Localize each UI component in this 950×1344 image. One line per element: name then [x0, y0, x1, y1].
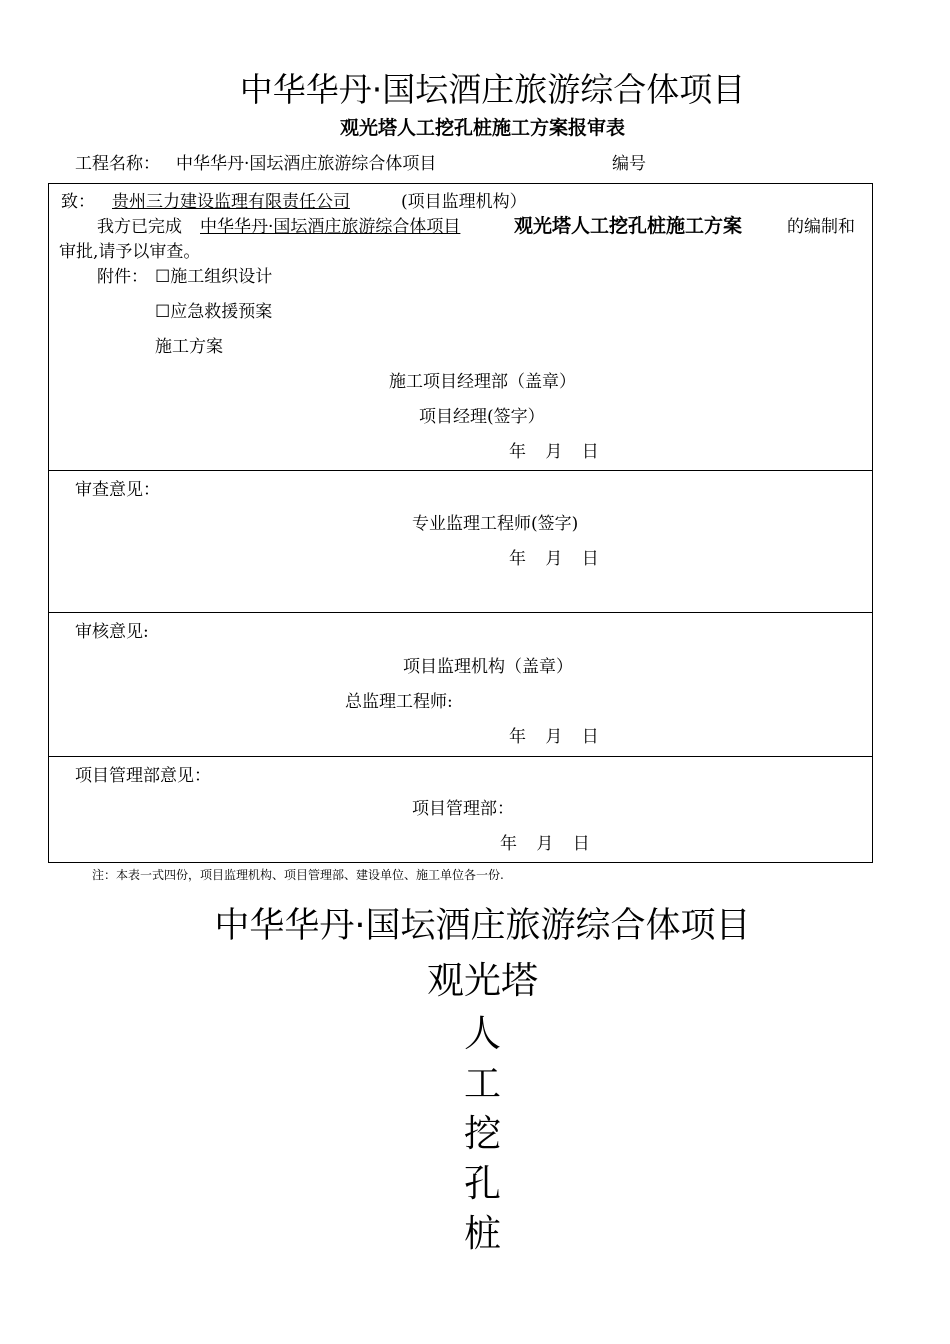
review-form-table: [48, 183, 873, 863]
management-opinion-label: 项目管理部意见：: [75, 766, 211, 786]
section3-date: 年 月 日: [509, 727, 599, 747]
cover-line: 工: [464, 1062, 501, 1105]
chief-engineer-label: 总监理工程师:: [345, 692, 453, 712]
submission-project: 中华华丹·国坛酒庄旅游综合体项目: [200, 217, 461, 237]
divider: [49, 470, 872, 471]
section1-date: 年 月 日: [509, 442, 599, 462]
number-label: 编号: [612, 154, 646, 174]
project-manager-signature: 项目经理(签字）: [419, 407, 545, 427]
cover-line: 挖: [464, 1112, 501, 1155]
supervisor-org-suffix: (项目监理机构）: [401, 192, 527, 212]
submission-plan-name: 观光塔人工挖孔桩施工方案: [514, 215, 743, 237]
engineer-signature: 专业监理工程师(签字): [412, 514, 579, 534]
project-name: 中华华丹·国坛酒庄旅游综合体项目: [176, 154, 437, 174]
footnote: 注：本表一式四份，项目监理机构、项目管理部、建设单位、施工单位各一份.: [92, 868, 504, 882]
main-title: 中华华丹·国坛酒庄旅游综合体项目: [239, 70, 746, 109]
attachments-label: 附件：: [97, 267, 148, 287]
attachment-emergency-plan: ☐应急救援预案: [155, 302, 273, 322]
management-dept-label: 项目管理部：: [412, 799, 514, 819]
divider: [49, 756, 872, 757]
sub-title: 观光塔人工挖孔桩施工方案报审表: [339, 117, 625, 139]
section2-date: 年 月 日: [509, 549, 599, 569]
cover-title: 中华华丹·国坛酒庄旅游综合体项目: [214, 906, 751, 946]
audit-opinion-label: 审核意见:: [75, 622, 149, 642]
attachment-construction-plan: 施工方案: [155, 337, 223, 357]
submission-line2: 审批,请予以审查。: [59, 242, 201, 262]
cover-line: 人: [464, 1012, 501, 1055]
divider: [49, 612, 872, 613]
cover-line: 孔: [464, 1162, 501, 1205]
supervision-org-seal: 项目监理机构（盖章）: [403, 657, 573, 677]
submission-prefix: 我方已完成: [97, 217, 182, 237]
cover-line: 观光塔: [427, 959, 538, 1002]
attachment-construction-design: ☐施工组织设计: [155, 267, 273, 287]
section4-date: 年 月 日: [500, 834, 590, 854]
supervisor-org: 贵州三力建设监理有限责任公司: [112, 192, 350, 212]
project-label: 工程名称：: [75, 154, 160, 174]
contractor-dept-seal: 施工项目经理部（盖章）: [389, 372, 576, 392]
submission-suffix: 的编制和: [787, 217, 855, 237]
to-label: 致：: [61, 192, 95, 212]
review-opinion-label: 审查意见：: [75, 480, 160, 500]
cover-line: 桩: [464, 1212, 501, 1255]
